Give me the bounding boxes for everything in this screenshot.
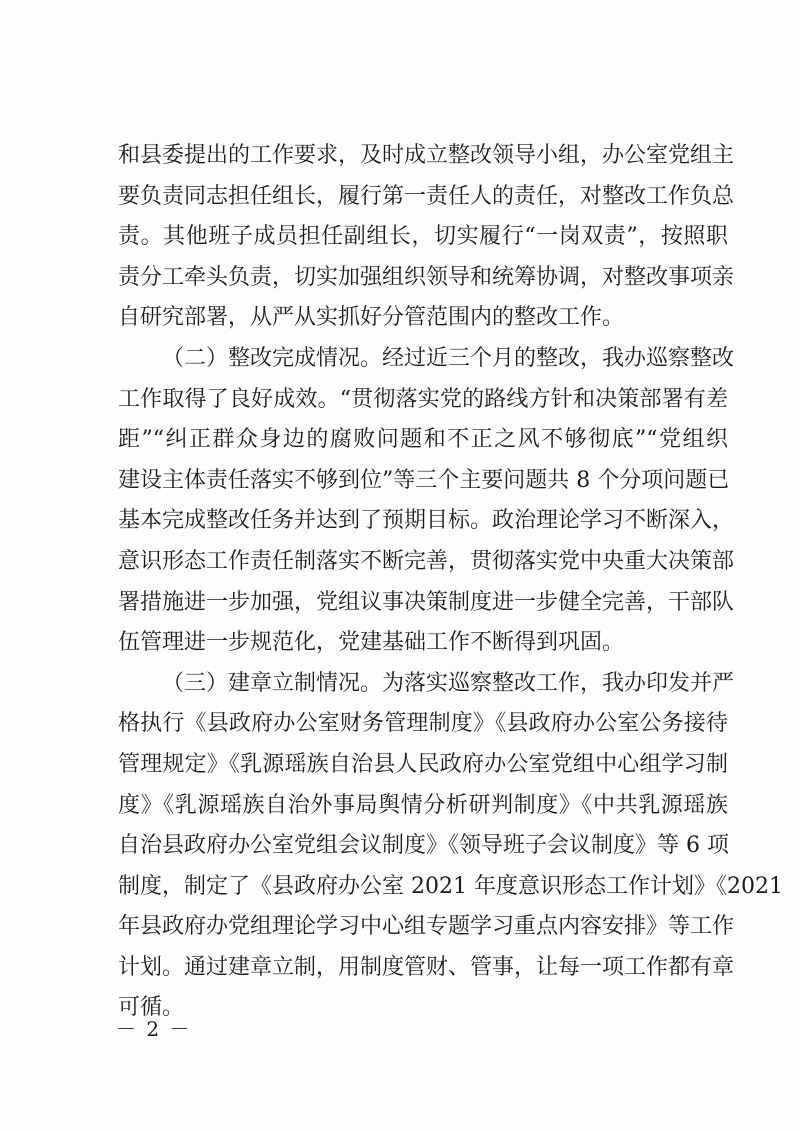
text-line: 格执行《县政府办公室财务管理制度》《县政府办公室公务接待	[118, 711, 728, 737]
text-line: 责分工牵头负责，切实加强组织领导和统筹协调，对整改事项亲	[118, 264, 735, 290]
text-line: 度》《乳源瑶族自治外事局舆情分析研判制度》《中共乳源瑶族	[118, 792, 728, 818]
body-text	[118, 136, 783, 1029]
text-line: 署措施进一步加强，党组议事决策制度进一步健全完善，干部队	[118, 589, 735, 615]
text-line: 可循。	[118, 995, 185, 1021]
text-line: 伍管理进一步规范化，党建基础工作不断得到巩固。	[118, 630, 625, 656]
text-line: 基本完成整改任务并达到了预期目标。政治理论学习不断深入，	[118, 508, 735, 534]
text-line: 责。其他班子成员担任副组长，切实履行“一岗双责”，按照职	[118, 224, 728, 250]
text-line: 制度，制定了《县政府办公室 2021 年度意识形态工作计划》《2021	[118, 873, 783, 899]
text-line: 意识形态工作责任制落实不断完善，贯彻落实党中央重大决策部	[118, 548, 735, 574]
text-line: 和县委提出的工作要求，及时成立整改领导小组，办公室党组主	[118, 143, 735, 168]
text-line: 管理规定》《乳源瑶族自治县人民政府办公室党组中心组学习制	[118, 751, 728, 777]
section-heading-line: （二）整改完成情况。经过近三个月的整改，我办巡察整改	[162, 345, 735, 371]
text-line: 年县政府办党组理论学习中心组专题学习重点内容安排》等工作	[118, 914, 735, 940]
text-line: 计划。通过建章立制，用制度管财、管事，让每一项工作都有章	[118, 954, 735, 980]
page-number: － 2 －	[116, 1017, 192, 1041]
text-line: 要负责同志担任组长，履行第一责任人的责任，对整改工作负总	[118, 183, 735, 209]
text-line: 自研究部署，从严从实抓好分管范围内的整改工作。	[118, 305, 625, 331]
text-line: 建设主体责任落实不够到位”等三个主要问题共 8 个分项问题已	[118, 467, 730, 493]
text-line: 工作取得了良好成效。“贯彻落实党的路线方针和决策部署有差	[118, 386, 728, 412]
section-heading-line: （三）建章立制情况。为落实巡察整改工作，我办印发并严	[162, 670, 735, 696]
text-line: 距”“纠正群众身边的腐败问题和不正之风不够彻底”“党组织	[118, 427, 728, 453]
text-line: 自治县政府办公室党组会议制度》《领导班子会议制度》等 6 项	[118, 833, 729, 859]
